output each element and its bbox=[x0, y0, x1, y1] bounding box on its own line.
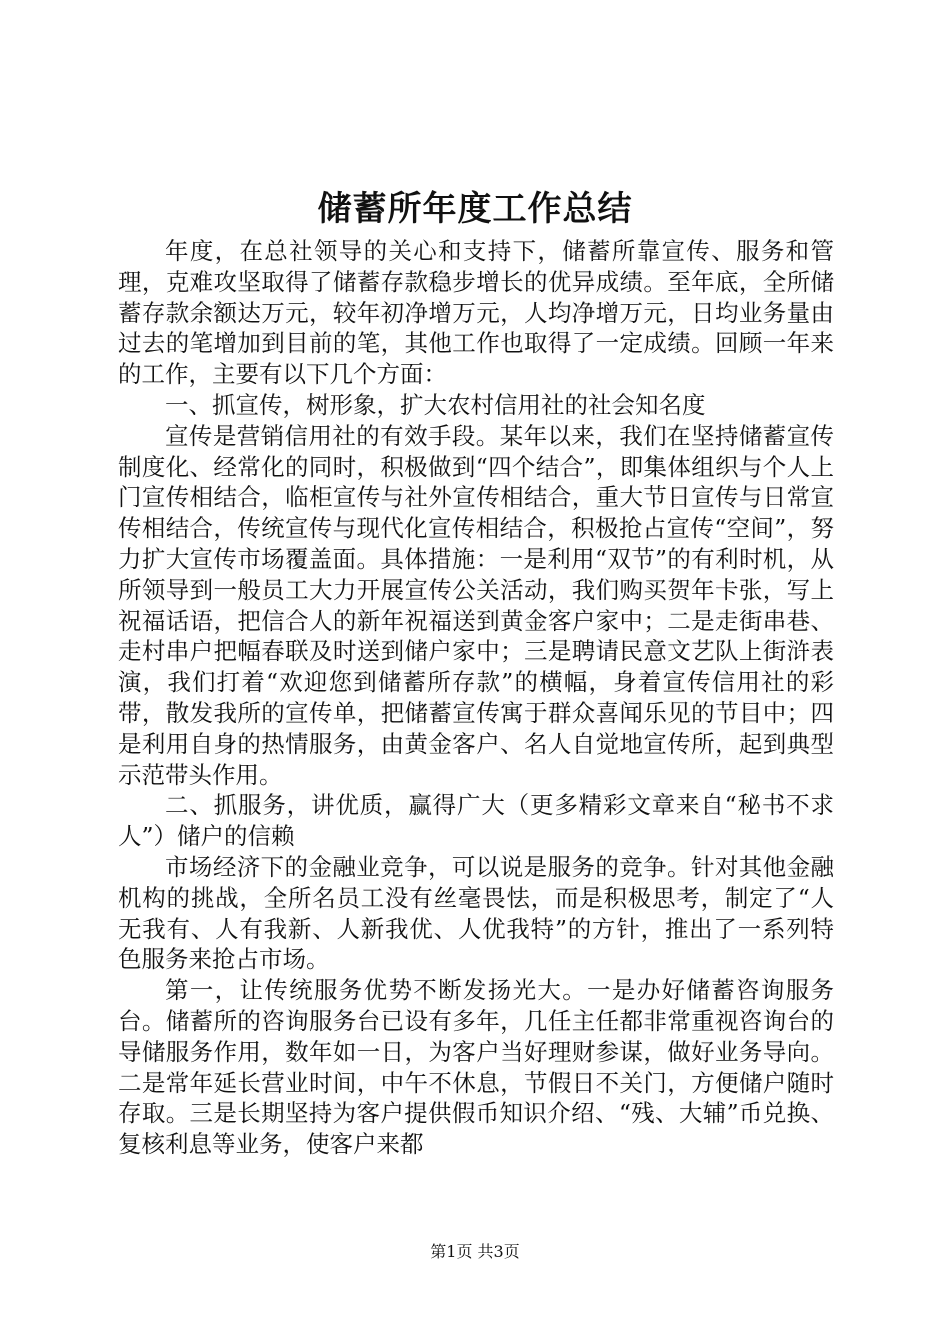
page-number-footer: 第1页 共3页 bbox=[430, 1242, 520, 1261]
paragraph-intro: 年度，在总社领导的关心和支持下，储蓄所靠宣传、服务和管理，克难攻坚取得了储蓄存款稳步增长的优异成绩。至年底，全所储蓄存款余额达万元，较年初净增万元，人均净增万元，日均业务量由过去的笔增加到目前的笔，其他工作也取得了一定成绩。回顾一年来的工作，主要有以下几个方面： bbox=[118, 237, 834, 389]
paragraph-traditional-service: 第一，让传统服务优势不断发扬光大。一是办好储蓄咨询服务台。储蓄所的咨询服务台已设有多年，几任主任都非常重视咨询台的导储服务作用，数年如一日，为客户当好理财参谋，做好业务导向。二是常年延长营业时间，中午不休息，节假日不关门，方便储户随时存取。三是长期坚持为客户提供假币知识介绍、“残、大辅”币兑换、复核利息等业务，使客户来都 bbox=[118, 976, 834, 1159]
section-heading-2: 二、抓服务，讲优质，赢得广大（更多精彩文章来自“秘书不求人”）储户的信赖 bbox=[118, 791, 834, 851]
document-title: 储蓄所年度工作总结 bbox=[317, 189, 633, 229]
paragraph-publicity: 宣传是营销信用社的有效手段。某年以来，我们在坚持储蓄宣传制度化、经常化的同时，积极做到“四个结合”，即集体组织与个人上门宣传相结合，临柜宣传与社外宣传相结合，重大节日宣传与日常宣传相结合，传统宣传与现代化宣传相结合，积极抢占宣传“空间”，努力扩大宣传市场覆盖面。具体措施：一是利用“双节”的有利时机，从所领导到一般员工大力开展宣传公关活动，我们购买贺年卡张，写上祝福话语，把信合人的新年祝福送到黄金客户家中；二是走街串巷、走村串户把幅春联及时送到储户家中；三是聘请民意文艺队上街浒表演，我们打着“欢迎您到储蓄所存款”的横幅，身着宣传信用社的彩带，散发我所的宣传单，把储蓄宣传寓于群众喜闻乐见的节目中；四是利用自身的热情服务，由黄金客户、名人自觉地宣传所，起到典型示范带头作用。 bbox=[118, 421, 834, 789]
document-body bbox=[118, 236, 834, 1160]
paragraph-service-competition: 市场经济下的金融业竞争，可以说是服务的竞争。针对其他金融机构的挑战，全所名员工没有丝毫畏怯，而是积极思考，制定了“人无我有、人有我新、人新我优、人优我特”的方针，推出了一系列特色服务来抢占市场。 bbox=[118, 852, 834, 974]
section-heading-1: 一、抓宣传，树形象，扩大农村信用社的社会知名度 bbox=[165, 390, 706, 419]
